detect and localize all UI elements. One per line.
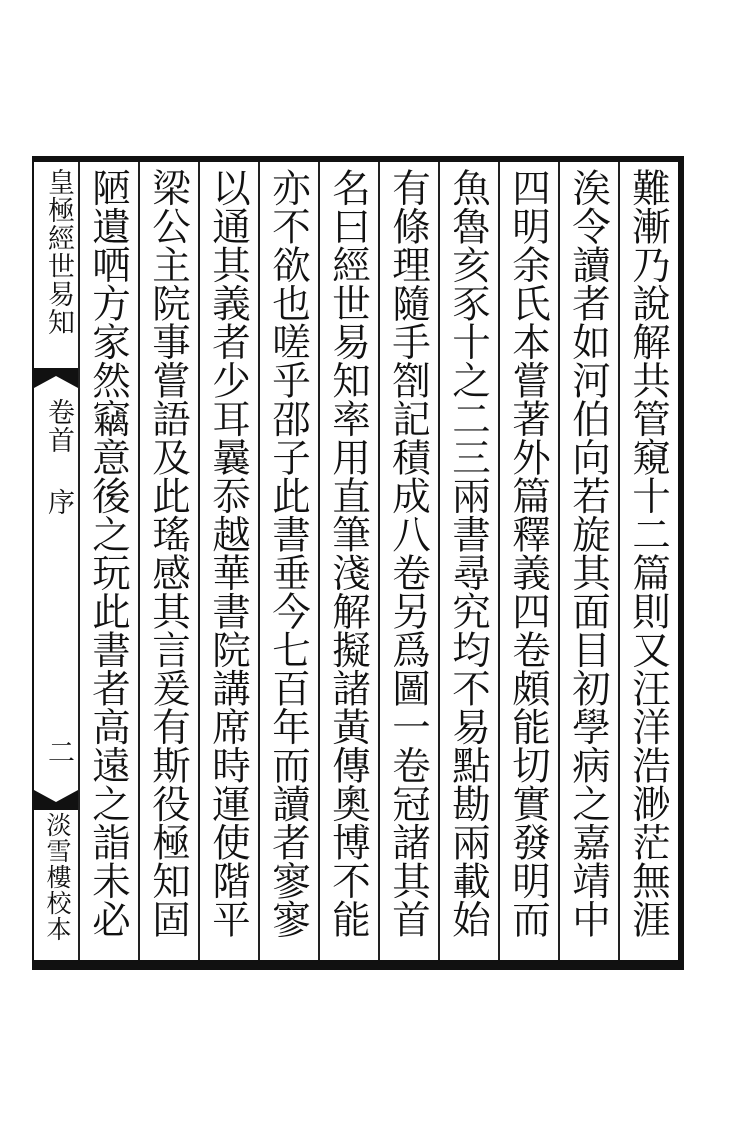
column-rule: [318, 162, 320, 960]
fish-tail-lower-icon: [34, 790, 78, 810]
publisher-label: 淡雪樓校本: [43, 812, 72, 942]
column-rule: [558, 162, 560, 960]
column-rule: [138, 162, 140, 960]
column-rule: [498, 162, 500, 960]
text-column-2: 涘令讀者如河伯向若旋其面目初學病之嘉靖中: [566, 168, 611, 938]
column-rule: [378, 162, 380, 960]
text-column-3: 四明余氏本嘗著外篇釋義四卷頗能切實發明而: [506, 168, 551, 938]
section-label: 卷首: [43, 398, 74, 454]
fish-tail-upper-icon: [34, 368, 78, 388]
column-rule: [618, 162, 620, 960]
frame-bottom-border: [32, 960, 684, 970]
page-number: 二: [43, 738, 74, 766]
text-column-7: 亦不欲也嗟乎邵子此書垂今七百年而讀者寥寥: [266, 168, 311, 938]
column-rule: [198, 162, 200, 960]
frame-right-border: [678, 156, 684, 970]
text-column-8: 以通其義者少耳曩忝越華書院講席時運使階平: [206, 168, 251, 938]
text-column-5: 有條理隨手劄記積成八卷另爲圖一卷冠諸其首: [386, 168, 431, 938]
text-column-9: 梁公主院事嘗語及此瑤感其言爰有斯役極知固: [146, 168, 191, 938]
column-rule: [438, 162, 440, 960]
column-rule: [78, 162, 80, 960]
text-column-6: 名曰經世易知率用直筆淺解擬諸黃傳奧博不能: [326, 168, 371, 938]
frame-top-border: [32, 156, 684, 162]
text-column-1: 難漸乃說解共管窺十二篇則又汪洋浩渺茫無涯: [626, 168, 671, 938]
doc-type-label: 序: [43, 488, 74, 516]
column-rule: [258, 162, 260, 960]
text-column-4: 魚魯亥豕十之二三兩書尋究均不易點勘兩載始: [446, 168, 491, 938]
book-title: 皇極經世易知: [43, 168, 74, 336]
text-column-10: 陋遺哂方家然竊意後之玩此書者高遠之詣未必: [86, 168, 131, 938]
